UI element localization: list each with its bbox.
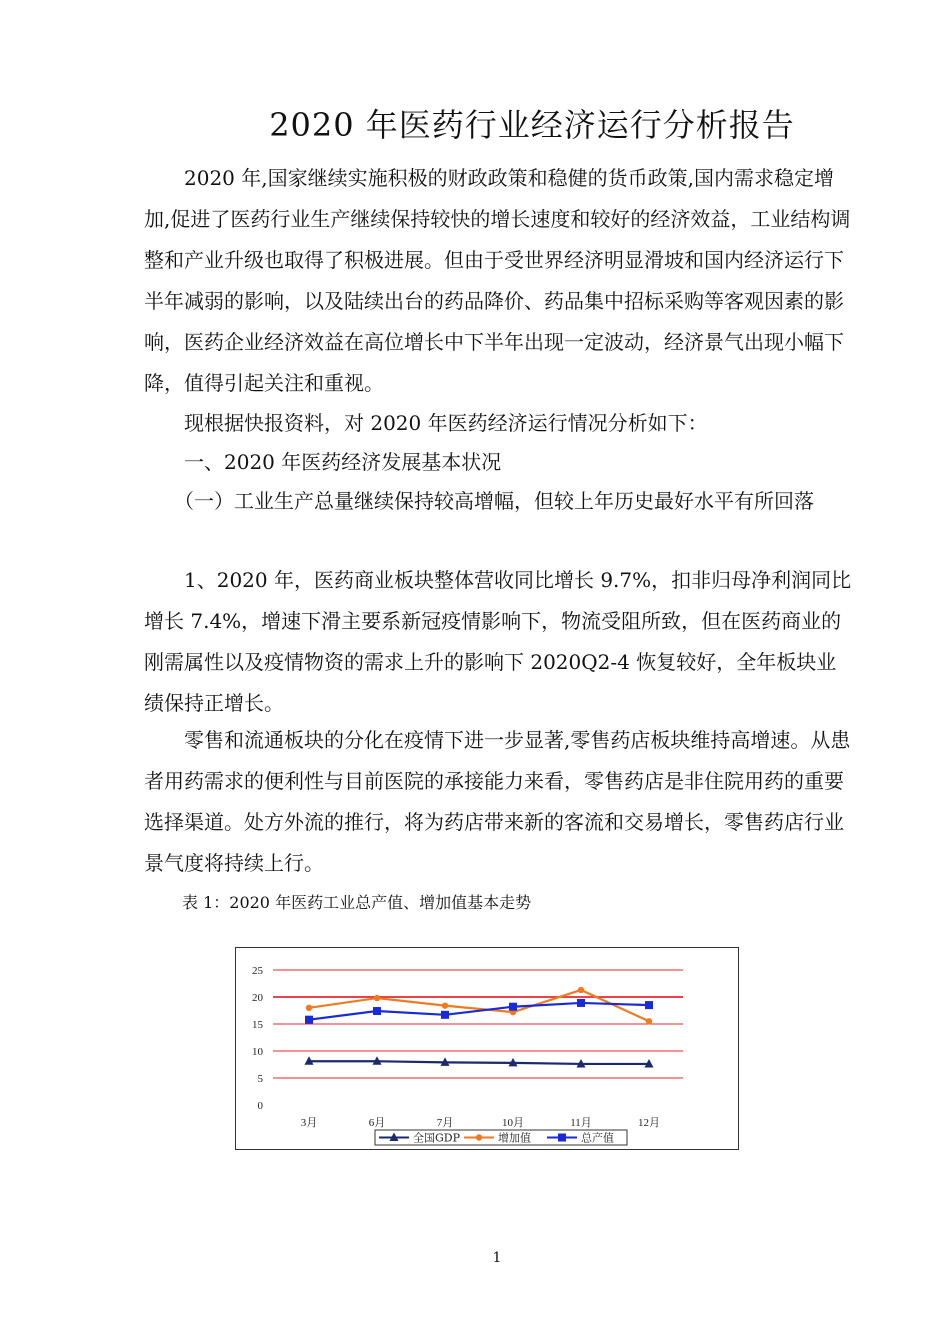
data-point-series-2	[374, 995, 380, 1001]
retail-sector-paragraph: 零售和流通板块的分化在疫情下进一步显著,零售药店板块维持高增速。从患者用药需求的便利性与目前医院的承接能力来看，零售药店是非住院用药的重要选择渠道。处方外流的推行，将为药店带来新的客流和交易增长，零售药店行业景气度将持续上行。	[144, 728, 851, 875]
legend-label: 总产值	[581, 1131, 614, 1145]
line-chart-frame	[235, 947, 739, 1150]
intro-paragraph: 2020 年,国家继续实施积极的财政政策和稳健的货币政策,国内需求稳定增加,促进了医药行业生产继续保持较快的增长速度和较好的经济效益，工业结构调整和产业升级也取得了积极进展。但由于受世界经济明显滑坡和国内经济运行下半年减弱的影响，以及陆续出台的药品降价、药品集中招标采购等客观因素的影响，医药企业经济效益在高位增长中下半年出现一定波动，经济景气出现小幅下降，值得引起关注和重视。	[144, 166, 851, 395]
data-point-series-3	[577, 999, 585, 1007]
x-tick-label: 7月	[436, 1117, 454, 1129]
x-tick-label: 3月	[300, 1117, 318, 1129]
x-tick-label: 6月	[368, 1117, 386, 1129]
legend-label: 全国GDP	[413, 1131, 461, 1145]
y-tick-label: 5	[257, 1073, 263, 1085]
page-number: 1	[492, 1250, 502, 1266]
y-tick-label: 15	[252, 1019, 263, 1031]
legend-marker	[558, 1134, 566, 1142]
line-chart	[236, 948, 738, 1149]
legend-label: 增加值	[498, 1131, 531, 1145]
data-point-series-2	[442, 1002, 448, 1008]
data-point-series-3	[305, 1016, 313, 1024]
series-line-1	[309, 1061, 649, 1064]
x-tick-label: 10月	[502, 1117, 524, 1129]
subsection-heading-industrial-output: （一）工业生产总量继续保持较高增幅，但较上年历史最好水平有所回落	[174, 489, 814, 513]
x-tick-label: 11月	[570, 1117, 592, 1129]
y-tick-label: 10	[252, 1046, 263, 1058]
analysis-intro-paragraph: 现根据快报资料，对 2020 年医药经济运行情况分析如下：	[184, 411, 708, 435]
y-tick-label: 25	[252, 965, 263, 977]
y-tick-label: 20	[252, 992, 263, 1004]
y-tick-label: 0	[257, 1100, 263, 1112]
data-point-series-3	[441, 1011, 449, 1019]
x-tick-label: 12月	[638, 1117, 660, 1129]
commerce-sector-paragraph: 1、2020 年，医药商业板块整体营收同比增长 9.7%，扣非归母净利润同比增长 7.4%，增速下滑主要系新冠疫情影响下，物流受阻所致，但在医药商业的刚需属性以及疫情物资的需求上升的影响下 2020Q2-4 恢复较好，全年板块业绩保持正增长。	[144, 568, 852, 715]
data-point-series-3	[373, 1007, 381, 1015]
data-point-series-2	[306, 1005, 312, 1011]
series-line-2	[309, 990, 649, 1021]
data-point-series-3	[645, 1001, 653, 1009]
series-line-3	[309, 1003, 649, 1020]
data-point-series-2	[578, 987, 584, 993]
section-heading-basic-status: 一、2020 年医药经济发展基本状况	[184, 450, 502, 474]
table-caption: 表 1：2020 年医药工业总产值、增加值基本走势	[182, 893, 532, 912]
data-point-series-3	[509, 1003, 517, 1011]
data-point-series-2	[646, 1018, 652, 1024]
page-title: 2020 年医药行业经济运行分析报告	[269, 106, 795, 144]
legend-marker	[476, 1134, 482, 1140]
